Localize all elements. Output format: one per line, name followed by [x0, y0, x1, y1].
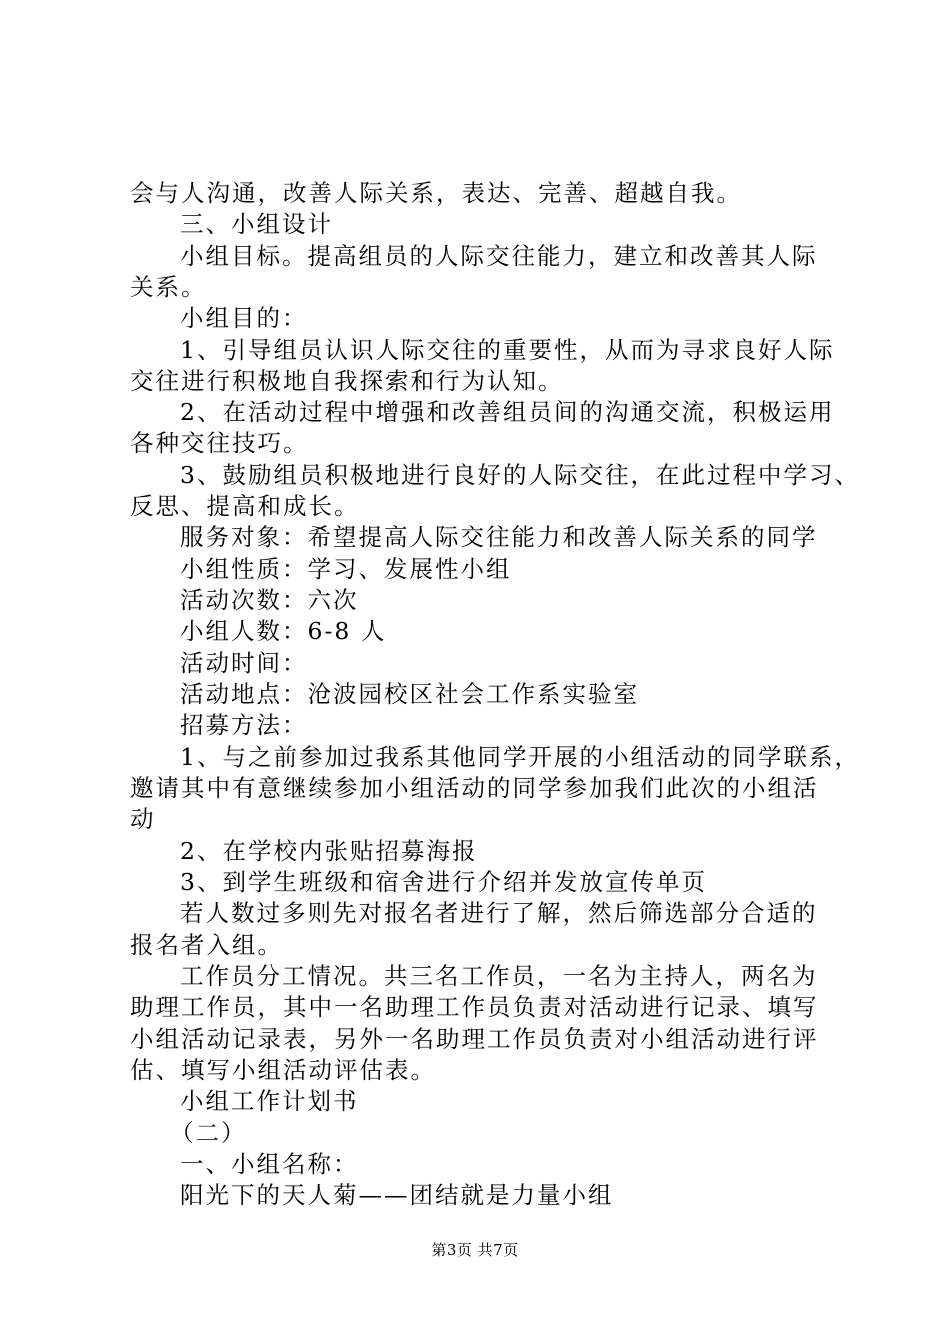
- section-heading: 一、小组名称：: [180, 1150, 359, 1178]
- text-line: 阳光下的天人菊——团结就是力量小组: [180, 1181, 614, 1209]
- section-heading: 三、小组设计: [180, 210, 333, 238]
- text-line: 3、鼓励组员积极地进行良好的人际交往，在此过程中学习、: [180, 461, 860, 489]
- text-line: 若人数过多则先对报名者进行了解，然后筛选部分合适的: [180, 899, 818, 927]
- text-line: 小组性质：学习、发展性小组: [180, 555, 512, 583]
- text-line: 2、在学校内张贴招募海报: [180, 837, 478, 865]
- text-line: 3、到学生班级和宿舍进行介绍并发放宣传单页: [180, 868, 707, 896]
- text-line: 会与人沟通，改善人际关系，表达、完善、超越自我。: [130, 179, 742, 207]
- text-line: 小组人数：6-8 人: [180, 617, 387, 645]
- text-line: 2、在活动过程中增强和改善组员间的沟通交流，积极运用: [180, 398, 835, 426]
- text-line: 活动地点：沧波园校区社会工作系实验室: [180, 680, 639, 708]
- text-line: 关系。: [130, 273, 207, 301]
- text-line: 小组目标。提高组员的人际交往能力，建立和改善其人际: [180, 242, 818, 270]
- text-line: 服务对象：希望提高人际交往能力和改善人际关系的同学: [180, 523, 818, 551]
- text-line: 各种交往技巧。: [130, 429, 309, 457]
- text-line: 估、填写小组活动评估表。: [130, 1056, 436, 1084]
- text-line: 活动时间：: [180, 649, 308, 677]
- text-line: 活动次数：六次: [180, 586, 359, 614]
- text-line: 1、引导组员认识人际交往的重要性，从而为寻求良好人际: [180, 336, 835, 364]
- section-heading: 小组工作计划书: [180, 1087, 359, 1115]
- text-line: 小组目的：: [180, 304, 308, 332]
- section-heading: （二）: [170, 1119, 247, 1147]
- text-line: 报名者入组。: [130, 931, 283, 959]
- page-number-footer: 第3页 共7页: [431, 1241, 519, 1259]
- text-line: 招募方法：: [180, 711, 308, 739]
- text-line: 助理工作员，其中一名助理工作员负责对活动进行记录、填写: [130, 993, 819, 1021]
- text-line: 工作员分工情况。共三名工作员，一名为主持人，两名为: [180, 962, 818, 990]
- text-line: 反思、提高和成长。: [130, 492, 360, 520]
- text-line: 小组活动记录表，另外一名助理工作员负责对小组活动进行评: [130, 1025, 819, 1053]
- text-line: 动: [130, 805, 156, 833]
- text-line: 1、与之前参加过我系其他同学开展的小组活动的同学联系，: [180, 743, 860, 771]
- text-line: 邀请其中有意继续参加小组活动的同学参加我们此次的小组活: [130, 774, 819, 802]
- text-line: 交往进行积极地自我探索和行为认知。: [130, 367, 564, 395]
